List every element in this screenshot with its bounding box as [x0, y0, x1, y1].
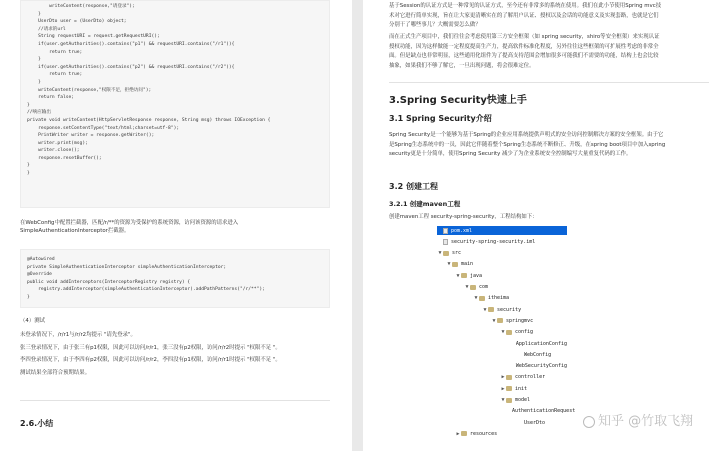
heading-maven-project: 3.2.1 创建maven工程: [389, 200, 461, 208]
intro2-line: 授权功能，因为这样做能一定程度提高生产力，提高软件标准化程度，另外往往这些框架的可扩展性考虑的非常全: [389, 43, 659, 50]
code-line: }: [27, 163, 30, 169]
tree-item[interactable]: [491, 316, 567, 325]
tree-item[interactable]: [473, 294, 567, 303]
code-line: writer.close();: [27, 148, 80, 154]
tree-item[interactable]: [500, 373, 567, 382]
folder-icon: [461, 273, 467, 278]
chevron-down-icon[interactable]: ▼: [474, 295, 478, 302]
chevron-right-icon[interactable]: ▶: [501, 385, 505, 392]
folder-icon: [470, 285, 476, 290]
tree-item-label: itheima: [488, 295, 510, 302]
test-result-line: 测试结果全部符合预期结果。: [20, 369, 91, 376]
chevron-down-icon[interactable]: ▼: [501, 329, 505, 336]
code-line: return false;: [27, 95, 75, 101]
tree-item-label: controller: [515, 374, 546, 381]
code-line: @Autowired: [27, 257, 55, 262]
code-line: }: [27, 11, 41, 17]
tree-item[interactable]: [509, 418, 567, 427]
code-line: }: [27, 79, 41, 85]
class-icon: [511, 341, 513, 346]
chevron-down-icon[interactable]: ▼: [483, 306, 487, 313]
code-line: @Override: [27, 272, 52, 278]
file-icon: [443, 228, 448, 234]
chevron-down-icon[interactable]: ▼: [501, 397, 505, 403]
tree-item[interactable]: [500, 384, 567, 393]
code-line: if(user.getAuthorities().contains("p2") && requestURI.contains("/r2")){: [27, 64, 235, 70]
code-line: PrintWriter writer = response.getWriter();: [27, 133, 155, 139]
class-icon: [515, 420, 521, 425]
code-line: writer.print(msg);: [27, 140, 88, 146]
code-line: public void addInterceptors(InterceptorRegistry registry) {: [27, 279, 191, 285]
tree-item[interactable]: [509, 407, 576, 416]
code-line: String requestURI = request.getRequestURI();: [27, 34, 160, 40]
heading-quickstart: 3.Spring Security快速上手: [389, 95, 527, 106]
heading-create-project: 3.2 创建工程: [389, 182, 438, 191]
folder-icon: [488, 307, 494, 312]
code-line: UserDto user = (UserDto) object;: [27, 19, 127, 25]
code-line: response.resetBuffer();: [27, 155, 102, 161]
tree-item-label: java: [470, 272, 483, 279]
tree-item[interactable]: [500, 328, 567, 337]
intro3-line: security更是十分简单，使用Spring Security 减少了为企业系统安全控制编写大量重复代码的工作。: [389, 151, 632, 157]
code-line: //响应输出: [27, 110, 51, 116]
tree-item-label: security-spring-security.iml: [451, 238, 536, 245]
tree-item-label: com: [479, 284, 489, 290]
test-heading: （4）测试: [20, 318, 45, 324]
tree-item[interactable]: [509, 350, 567, 359]
intro-line: 基于Session的认证方式是一种常见的认证方式，至今还有非常多的系统在使用。我们在此小节使用Spring mvc技: [389, 3, 662, 9]
intro3-line: 是Spring生态系统中的一员，因此它伴随着整个Spring生态系统不断修正、升级，在spring boot项目中加入spring: [389, 141, 666, 148]
test-result-line: 张三登录情况下，由于张三有p1权限，因此可以访问/r/r1，张三没有p2权限，访问/r/r2时提示 "权限不足 "。: [20, 344, 281, 351]
heading-introduction: 3.1 Spring Security介绍: [389, 114, 492, 123]
chevron-right-icon[interactable]: ▶: [501, 374, 505, 381]
tree-item-label: model: [515, 397, 531, 403]
chevron-down-icon[interactable]: ▼: [438, 250, 442, 257]
tree-item-label: pom.xml: [451, 227, 473, 234]
chevron-down-icon[interactable]: ▼: [465, 284, 469, 290]
code-line: }: [27, 294, 30, 300]
chevron-down-icon[interactable]: ▼: [492, 317, 496, 324]
tree-item-label: UserDto: [524, 419, 546, 426]
intro-line: 术对它进行简单实现，旨在让大家更清晰实在的了解用户认证、授权以及会话的功能意义及实现套路，也就是它们: [389, 12, 659, 19]
tree-item-label: src: [452, 250, 462, 257]
tree-item[interactable]: [437, 237, 567, 246]
tree-item[interactable]: [500, 396, 567, 405]
tree-item[interactable]: [446, 260, 567, 269]
section-divider: [20, 400, 330, 401]
class-icon: [511, 364, 513, 369]
code-line: return true;: [27, 72, 83, 78]
folder-icon: [506, 375, 512, 380]
tree-item-label: springmvc: [506, 317, 534, 324]
chevron-down-icon[interactable]: ▼: [447, 261, 451, 268]
webconfig-paragraph: 在WebConfig中配置拦截器，匹配/r/**的资源为受保护的系统资源，访问该资源的请求进入SimpleAuthenticationInterceptor拦截器。: [20, 220, 239, 235]
code-line: return true;: [27, 49, 83, 55]
code-line: private SimpleAuthenticationInterceptor simpleAuthenticationInterceptor;: [27, 264, 227, 270]
tree-item[interactable]: [437, 249, 567, 258]
tree-item[interactable]: [509, 362, 567, 371]
maven-text: 创建maven工程 security-spring-security，工程结构如下：: [389, 214, 538, 220]
code-line: registry.addInterceptor(simpleAuthenticationInterceptor).addPathPatterns("/r/**");: [27, 287, 265, 293]
tree-item[interactable]: [437, 226, 567, 235]
class-icon: [515, 352, 521, 357]
folder-icon: [461, 431, 467, 436]
watermark-icon: [583, 416, 595, 428]
intro2-line: 而在正式生产项目中，我们往往会考虑使用第三方安全框架（如 spring security，shiro等安全框架）来实现认证: [389, 34, 660, 40]
intro3-line: Spring Security是一个能够为基于Spring的企业应用系统提供声明式的安全访问控制解决方案的安全框架。由于它: [389, 132, 664, 138]
tree-item-label: ApplicationConfig: [515, 340, 567, 347]
code-line: response.setContentType("text/html;charset=utf-8");: [27, 125, 180, 131]
code-line: writeContent(response,"请登录");: [27, 4, 135, 9]
tree-item-label: security: [497, 306, 522, 313]
tree-item[interactable]: [509, 339, 567, 348]
folder-icon: [443, 251, 449, 256]
code-line: //请求的url: [27, 26, 66, 32]
tree-item-label: resources: [470, 430, 498, 437]
tree-item-label: WebConfig: [524, 351, 552, 358]
divider: [389, 82, 709, 83]
code-line: }: [27, 57, 41, 63]
watermark-text: 知乎 @竹取飞翔: [598, 414, 694, 429]
section-title-summary: 2.6.小结: [20, 419, 54, 428]
folder-icon: [506, 398, 512, 403]
folder-icon: [506, 330, 512, 335]
file-icon: [443, 239, 448, 245]
project-tree: [437, 226, 576, 446]
tree-item-label: AuthenticationRequest: [512, 408, 576, 415]
folder-icon: [452, 262, 458, 267]
intro2-line: 面。但是缺点也非常明显，这些通用化组件为了提高支持范围会增加很多可能我们不需要的功能，结构上也会比较: [389, 53, 659, 59]
code-line: }: [27, 102, 30, 108]
tree-item-label: config: [515, 329, 534, 336]
code-line: private void writeContent(HttpServletResponse response, String msg) throws IOException {: [27, 117, 271, 123]
intro-line: 分别干了哪些事儿？大概需要怎么做？: [389, 22, 481, 28]
test-result-line: 未登录情况下，/r/r1与/r/r2均提示 "请先登录"。: [20, 332, 136, 338]
tree-item[interactable]: [455, 429, 567, 438]
folder-icon: [497, 318, 503, 323]
folder-icon: [506, 386, 512, 391]
intro2-line: 抽象，如果我们不够了解它，一旦出现问题，将会很难定位。: [389, 62, 535, 69]
tree-item[interactable]: [455, 271, 567, 280]
tree-item-label: main: [461, 261, 474, 268]
tree-item[interactable]: [482, 305, 567, 314]
chevron-right-icon[interactable]: ▶: [456, 430, 460, 437]
code-line: writeContent(response,"权限不足，拒绝访问");: [27, 87, 152, 93]
test-result-line: 李四登录情况下，由于李四有p2权限，因此可以访问/r/r2，李四没有p1权限，访问/r/r1时提示 "权限不足 "。: [20, 357, 281, 363]
chevron-down-icon[interactable]: ▼: [456, 272, 460, 279]
watermark: [583, 410, 693, 429]
tree-item-label: init: [515, 385, 528, 392]
code-block-interceptor: [20, 0, 330, 208]
tree-item[interactable]: [464, 283, 567, 292]
folder-icon: [479, 296, 485, 301]
code-line: if(user.getAuthorities().contains("p1") && requestURI.contains("/r1")){: [27, 41, 235, 47]
left-page: [0, 0, 352, 451]
code-block-webconfig: [20, 249, 330, 308]
code-line: }: [27, 171, 30, 177]
tree-item-label: WebSecurityConfig: [515, 363, 567, 370]
